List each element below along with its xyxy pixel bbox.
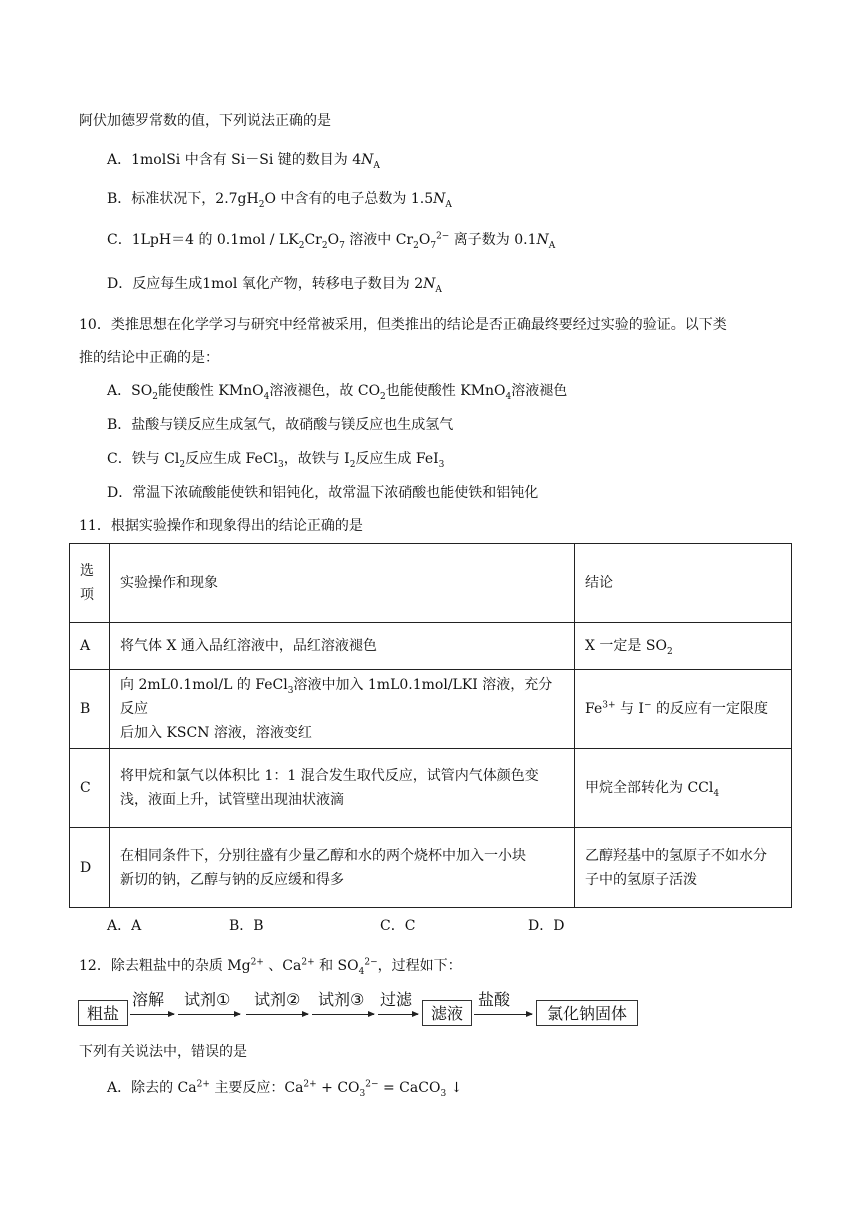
- q10-option-a: A．$SO_2$能使酸性 KMnO$_4$溶液褪色，故 $CO_2$也能使酸性 KMnO$_4$溶液褪色: [107, 383, 568, 402]
- flow-box-crude-salt: 粗盐: [78, 1000, 128, 1026]
- table-row: [70, 828, 792, 908]
- row-d-operation: 在相同条件下，分别往盛有少量乙醇和水的两个烧杯中加入一小块 新切的钠，乙醇与钠的反应缓和得多: [110, 828, 575, 908]
- flow-arrow: [378, 1014, 418, 1015]
- flow-step-hydrochloric-acid: 盐酸: [478, 990, 511, 1009]
- q10-stem-line2: 推的结论中正确的是：: [79, 350, 219, 366]
- q11-choice-a: A．A: [107, 918, 142, 934]
- q10-option-c: C．铁与 $Cl_2$反应生成 FeCl$_3$，故铁与 $I_2$反应生成 FeI$_3$: [107, 451, 445, 470]
- q10-option-d: D．常温下浓硫酸能使铁和铝钝化，故常温下浓硝酸也能使铁和铝钝化: [107, 485, 539, 501]
- row-c-option: C: [70, 749, 110, 828]
- q12-stem: 12．除去粗盐中的杂质 $Mg^{2+}$ 、$Ca^{2+}$ 和 $SO_4^{2-}$，过程如下：: [79, 957, 462, 977]
- q10-option-b: B．盐酸与镁反应生成氢气，故硝酸与镁反应也生成氢气: [107, 417, 454, 433]
- row-c-conclusion: 甲烷全部转化为 CCl$_4$: [575, 749, 792, 828]
- flow-step-filter: 过滤: [380, 990, 413, 1009]
- table-row: [70, 749, 792, 828]
- flow-step-reagent-2: 试剂②: [254, 990, 301, 1009]
- row-b-option: B: [70, 670, 110, 749]
- flow-arrow: [130, 1014, 174, 1015]
- q11-table: [69, 543, 792, 908]
- q11-stem: 11．根据实验操作和现象得出的结论正确的是: [79, 518, 363, 534]
- row-d-option: D: [70, 828, 110, 908]
- flow-step-reagent-3: 试剂③: [318, 990, 365, 1009]
- q12-question: 下列有关说法中，错误的是: [79, 1044, 247, 1060]
- q10-stem-line1: 10．类推思想在化学学习与研究中经常被采用，但类推出的结论是否正确最终要经过实验的验证。以下类: [79, 317, 727, 333]
- row-a-conclusion: X 一定是 $SO_2$: [575, 623, 792, 670]
- table-row: [70, 670, 792, 749]
- flow-arrow: [312, 1014, 374, 1015]
- flow-box-nacl-solid: 氯化钠固体: [536, 1000, 638, 1026]
- row-b-operation: 向 2mL0.1mol/L 的 FeCl$_3$溶液中加入 1mL0.1mol/LKI 溶液，充分反应 后加入 KSCN 溶液，溶液变红: [110, 670, 575, 749]
- row-b-conclusion: $Fe^{3+}$ 与 I− 的反应有一定限度: [575, 670, 792, 749]
- q9-option-c: C．1LpH＝4 的 $0.1mol / LK_2Cr_2O_7$ 溶液中 $Cr_2O_7^{2-}$ 离子数为 $0.1N_A$: [107, 231, 556, 251]
- header-conclusion: 结论: [575, 544, 792, 623]
- q9-option-d: D．反应每生成1mol 氧化产物，转移电子数目为 $2N_A$: [107, 276, 442, 295]
- flow-box-filtrate: 滤液: [422, 1000, 472, 1026]
- flow-arrow: [178, 1014, 240, 1015]
- q9-option-a: A．1molSi 中含有 Si－Si 键的数目为 $4N_A$: [107, 152, 380, 171]
- flow-arrow: [474, 1014, 532, 1015]
- process-flow-diagram: [78, 990, 648, 1040]
- flow-arrow: [246, 1014, 308, 1015]
- table-header-row: [70, 544, 792, 623]
- row-d-conclusion: 乙醇羟基中的氢原子不如水分 子中的氢原子活泼: [575, 828, 792, 908]
- flow-step-reagent-1: 试剂①: [184, 990, 231, 1009]
- table-row: [70, 623, 792, 670]
- row-a-operation: 将气体 X 通入品红溶液中，品红溶液褪色: [110, 623, 575, 670]
- header-option: 选 项: [70, 544, 110, 623]
- q11-choice-c: C．C: [380, 918, 416, 934]
- q9-option-b: B．标准状况下，$2.7gH_2O$ 中含有的电子总数为 $1.5N_A$: [107, 191, 452, 210]
- q12-option-a: A．除去的 $Ca^{2+}$ 主要反应：$Ca^{2+} + CO_3^{2-}$ = CaCO$_3$ ↓: [107, 1079, 463, 1099]
- flow-step-dissolve: 溶解: [132, 990, 165, 1009]
- q11-choice-b: B．B: [229, 918, 264, 934]
- q11-choice-d: D．D: [528, 918, 565, 934]
- row-c-operation: 将甲烷和氯气以体积比 1：1 混合发生取代反应，试管内气体颜色变 浅，液面上升，试管壁出现油状液滴: [110, 749, 575, 828]
- row-a-option: A: [70, 623, 110, 670]
- header-operation: 实验操作和现象: [110, 544, 575, 623]
- q9-stem: 阿伏加德罗常数的值，下列说法正确的是: [79, 113, 331, 129]
